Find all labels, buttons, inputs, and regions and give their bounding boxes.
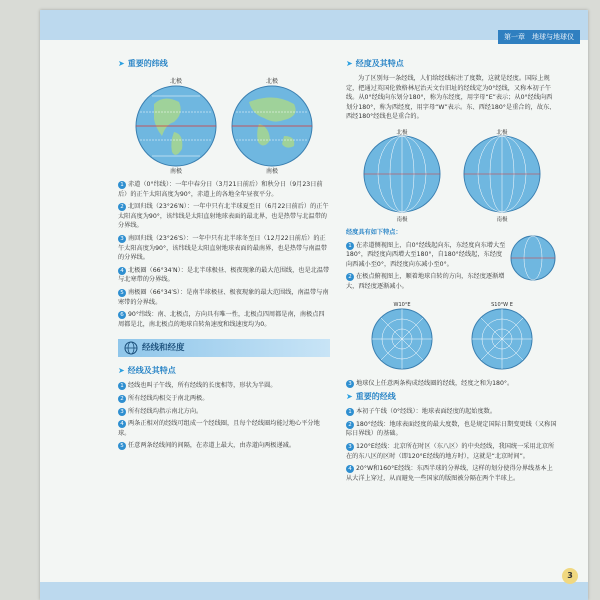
page-footer-band — [40, 582, 588, 600]
globe-label-south: 南极 — [265, 168, 279, 174]
list-item: 1 经线也叫子午线，所有经线的长度相等，形状为半圆。 — [118, 381, 330, 391]
polar-view-figure — [352, 299, 552, 373]
section-arrow-icon: ➤ — [118, 366, 125, 376]
globe-label-south: 南极 — [396, 216, 408, 222]
globe-label-south: 南极 — [169, 168, 183, 174]
globe-eastern-icon — [232, 86, 312, 166]
list-item: 2 北回归线（23°26′N）：一年中只有北半球夏至日（6月22日前后）的正午太阳高度为90°，该纬线是太阳直射地球表面的最北界，也是热带与北温带的分界线。 — [118, 203, 329, 230]
list-item: 5 任意两条经线间的间隔，在赤道上最大，由赤道向两极递减。 — [118, 441, 330, 451]
list-item: 3 所有经线均指示南北方向。 — [118, 407, 330, 417]
side-globe-figure — [508, 228, 558, 286]
globe-label-north: 北极 — [396, 129, 408, 136]
list-item: 4 两条正相对的经线可组成一个经线圈，且每个经线圈均能过地心平分地球。 — [118, 420, 320, 437]
section-heading: ➤ 重要的经线 — [346, 392, 396, 402]
section-arrow-icon: ➤ — [118, 59, 125, 68]
list-item: 3 南回归线（23°26′S）：一年中只有北半球冬至日（12月22日前后）的正午太阳高度为90°，该纬线是太阳直射地球表面的最南界，也是热带与南温带的分界线。 — [118, 234, 327, 262]
feature-block — [346, 228, 558, 295]
band-title: 经线和经度 — [142, 342, 185, 353]
sub-heading: 经度具有如下特点： — [346, 228, 402, 236]
section-heading: ➤ 经度及其特点 — [346, 59, 404, 68]
section-heading: ➤ 经线及其特点 — [118, 366, 176, 376]
list-item: 4 北极圈（66°34′N）：是北半球极昼、极夜现象的最大范围线，也是北温带与北寒带的分界线。 — [118, 266, 330, 284]
list-item: 3 120°E经线：北京所在时区（东八区）的中央经线，我国统一采用北京所在的东八区的区时（即120°E经线的地方时），这就是“北京时间”。 — [346, 442, 555, 460]
list-item: 2 180°经线：地球表面经度的最大度数，也是规定国际日期变更线（又称国际日界线）的基础。 — [346, 420, 557, 438]
globe-meridians-icon — [464, 136, 540, 212]
polar-label: S10°W E — [491, 301, 513, 308]
list-item: 2 在极点俯视图上，顺着地球自转的方向，东经度逐渐增大，西经度逐渐减小。 — [346, 273, 505, 290]
section-arrow-icon: ➤ — [346, 392, 353, 402]
globe-western-icon — [136, 86, 216, 166]
list-item: 3 地球仪上任意两条构成经线圈的经线，经度之和为180°。 — [346, 379, 558, 389]
list-item: 2 所有经线均相交于南北两极。 — [118, 394, 330, 404]
globe-meridians-icon — [364, 136, 440, 212]
globe-label-north: 北极 — [265, 78, 279, 85]
list-item: 6 90°纬线：南、北极点，方向具有唯一性，北极点四周都是南，南极点四周都是北，南北极点的地球自转角速度和线速度均为0。 — [118, 311, 325, 328]
page-number: 3 — [562, 568, 578, 584]
latitude-globes-figure — [124, 74, 324, 174]
polar-globe-icon — [472, 309, 532, 369]
list-item: 4 20°W和160°E经线：东西半球的分界线，这样的划分使得分界线基本上从大洋上穿过，从而避免一些国家的版图被分隔在两个半球上。 — [346, 465, 553, 482]
chapter-label: 第一章 地球与地球仪 — [498, 30, 580, 44]
right-column — [346, 56, 558, 486]
globe-label-north: 北极 — [169, 78, 183, 85]
polar-globe-icon — [372, 309, 432, 369]
section-arrow-icon: ➤ — [346, 59, 353, 68]
list-item: 5 南极圈（66°34′S）：是南半球极昼、极夜现象的最大范围线，南温带与南寒带的分界线。 — [118, 288, 329, 306]
polar-label: W10°E — [393, 301, 411, 308]
section-heading: ➤ 重要的纬线 — [118, 59, 168, 68]
list-item: 1 本初子午线（0°经线）：地球表面经度的起始度数。 — [346, 407, 558, 417]
list-item: 1 赤道（0°纬线）：一年中春分日（3月21日前后）和秋分日（9月23日前后）的正午太阳高度为90°，赤道上的各地全年昼夜平分。 — [118, 181, 323, 198]
globe-icon — [124, 341, 138, 355]
chapter-section-band — [118, 339, 330, 357]
globe-label-north: 北极 — [496, 129, 508, 136]
left-column — [118, 56, 330, 454]
list-item: 1 在赤道侧视图上，自0°经线起向东，东经度向东增大至180°，西经度向西增大至180°，自180°经线起，东经度向西减小至0°，西经度向东减小至0°。 — [346, 241, 506, 268]
intro-paragraph: 为了区别每一条经线，人们给经线标注了度数，这就是经度。国际上规定，把通过英国伦敦格林尼治天文台旧址的经线定为0°经线，又称本初子午线。从0°经线向东划分180°，称为东经度，用字母“E”表示；从0°经线向西划分180°，称为西经度，用字母“W”表示。东、西经180°是重合的，故东、西经180°经线也是重合的。 — [346, 75, 556, 121]
longitude-globes-figure — [352, 126, 552, 222]
globe-label-south: 南极 — [496, 216, 508, 222]
book-page — [40, 10, 588, 600]
